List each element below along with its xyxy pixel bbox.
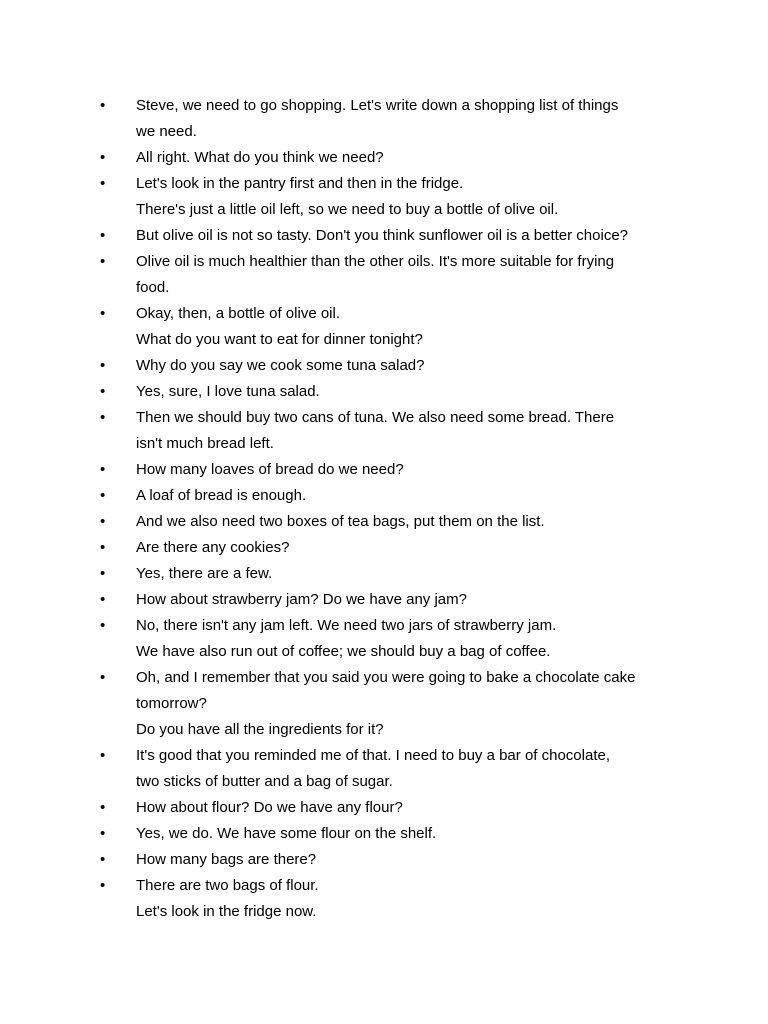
dialogue-text-line: Yes, there are a few. <box>136 565 273 582</box>
dialogue-line-item <box>100 509 740 535</box>
bullet-icon: • <box>100 175 106 192</box>
dialogue-text-line: How many bags are there? <box>136 851 317 868</box>
dialogue-line-item <box>100 457 740 483</box>
bullet-icon: • <box>100 97 106 114</box>
dialogue-line-item <box>100 743 740 795</box>
dialogue-line-item <box>100 93 740 145</box>
bullet-icon: • <box>100 799 106 816</box>
dialogue-line-item <box>100 587 740 613</box>
bullet-icon: • <box>100 305 106 322</box>
dialogue-line-item <box>100 379 740 405</box>
dialogue-text-line: It's good that you reminded me of that. I need to buy a bar of chocolate, <box>136 747 610 764</box>
dialogue-text-line: There are two bags of flour. <box>136 877 319 894</box>
bullet-icon: • <box>100 669 106 686</box>
dialogue-text-line: Then we should buy two cans of tuna. We also need some bread. There <box>136 409 615 426</box>
dialogue-text-line: we need. <box>136 123 197 140</box>
dialogue-line-item <box>100 613 740 665</box>
dialogue-line-item <box>100 405 740 457</box>
bullet-icon: • <box>100 851 106 868</box>
bullet-icon: • <box>100 227 106 244</box>
dialogue-line-item <box>100 561 740 587</box>
bullet-icon: • <box>100 149 106 166</box>
dialogue-text-line: How many loaves of bread do we need? <box>136 461 404 478</box>
dialogue-text-line: isn't much bread left. <box>136 435 274 452</box>
dialogue-line-item <box>100 535 740 561</box>
bullet-icon: • <box>100 383 106 400</box>
dialogue-line-item <box>100 665 740 743</box>
dialogue-text-line: A loaf of bread is enough. <box>136 487 307 504</box>
dialogue-text-line: Do you have all the ingredients for it? <box>136 721 384 738</box>
dialogue-line-item <box>100 795 740 821</box>
bullet-icon: • <box>100 825 106 842</box>
bullet-icon: • <box>100 591 106 608</box>
dialogue-line-item <box>100 847 740 873</box>
dialogue-text-line: Olive oil is much healthier than the other oils. It's more suitable for frying <box>136 253 615 270</box>
bullet-icon: • <box>100 617 106 634</box>
dialogue-text-line: What do you want to eat for dinner tonight? <box>136 331 423 348</box>
dialogue-text-line: Okay, then, a bottle of olive oil. <box>136 305 341 322</box>
dialogue-text-line: Let's look in the pantry first and then in the fridge. <box>136 175 464 192</box>
dialogue-text-line: We have also run out of coffee; we should buy a bag of coffee. <box>136 643 551 660</box>
dialogue-text-line: Are there any cookies? <box>136 539 290 556</box>
dialogue-text-line: tomorrow? <box>136 695 207 712</box>
dialogue-text-line: food. <box>136 279 170 296</box>
dialogue-text-line: Why do you say we cook some tuna salad? <box>136 357 425 374</box>
dialogue-line-item <box>100 821 740 847</box>
dialogue-text-line: How about strawberry jam? Do we have any jam? <box>136 591 467 608</box>
dialogue-list <box>100 93 740 925</box>
bullet-icon: • <box>100 539 106 556</box>
bullet-icon: • <box>100 461 106 478</box>
dialogue-text-line: But olive oil is not so tasty. Don't you think sunflower oil is a better choice? <box>136 227 628 244</box>
dialogue-text-line: Yes, we do. We have some flour on the shelf. <box>136 825 437 842</box>
bullet-icon: • <box>100 877 106 894</box>
bullet-icon: • <box>100 357 106 374</box>
dialogue-text-line: All right. What do you think we need? <box>136 149 384 166</box>
bullet-icon: • <box>100 253 106 270</box>
dialogue-line-item <box>100 301 740 353</box>
dialogue-text-line: Let's look in the fridge now. <box>136 903 317 920</box>
dialogue-line-item <box>100 353 740 379</box>
bullet-icon: • <box>100 747 106 764</box>
bullet-icon: • <box>100 513 106 530</box>
dialogue-line-item <box>100 873 740 925</box>
bullet-icon: • <box>100 565 106 582</box>
bullet-icon: • <box>100 487 106 504</box>
dialogue-text-line: There's just a little oil left, so we need to buy a bottle of olive oil. <box>136 201 559 218</box>
dialogue-text-line: Yes, sure, I love tuna salad. <box>136 383 320 400</box>
dialogue-text-line: No, there isn't any jam left. We need two jars of strawberry jam. <box>136 617 557 634</box>
dialogue-line-item <box>100 483 740 509</box>
dialogue-text-line: And we also need two boxes of tea bags, put them on the list. <box>136 513 545 530</box>
dialogue-line-item <box>100 223 740 249</box>
dialogue-text-line: Steve, we need to go shopping. Let's write down a shopping list of things <box>136 97 619 114</box>
bullet-icon: • <box>100 409 106 426</box>
dialogue-line-item <box>100 145 740 171</box>
dialogue-line-item <box>100 249 740 301</box>
dialogue-text-line: two sticks of butter and a bag of sugar. <box>136 773 393 790</box>
dialogue-text-line: Oh, and I remember that you said you were going to bake a chocolate cake <box>136 669 636 686</box>
dialogue-line-item <box>100 171 740 223</box>
dialogue-text-line: How about flour? Do we have any flour? <box>136 799 403 816</box>
